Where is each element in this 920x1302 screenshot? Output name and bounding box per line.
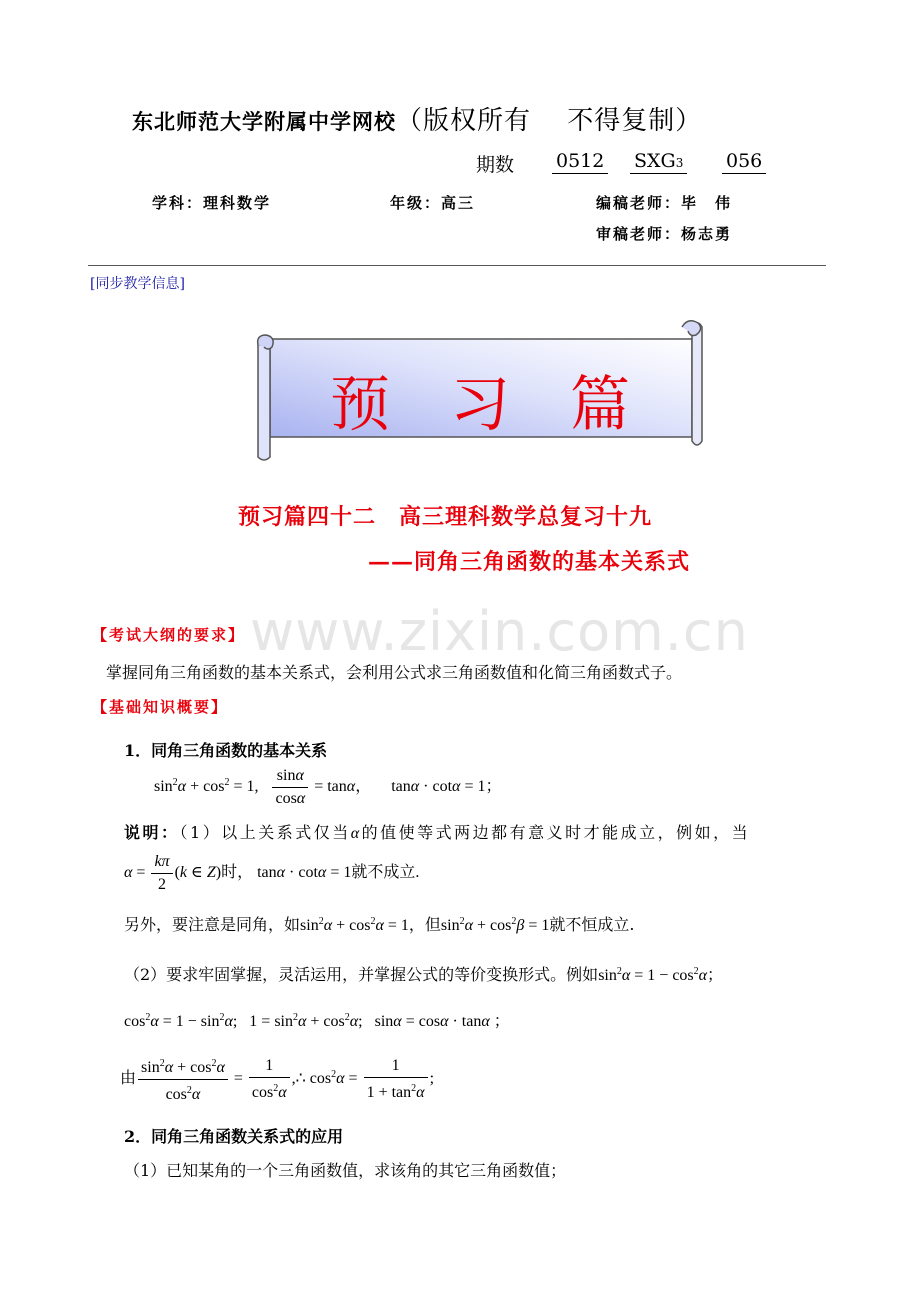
formula-derivation: 由 $\frac{\sin^2\alpha + \cos^2\alpha}{\cos^2\alpha}$ = $\frac{1}{\cos^2\alpha}$ ,∴ $\cos^2\alpha$ = $\frac{1}{1 + \tan^2\alpha}$ ; [120, 1054, 434, 1105]
header-divider [88, 265, 826, 266]
basic-knowledge-heading: 【基础知识概要】 [92, 698, 229, 716]
note-label: 说明： [124, 823, 180, 842]
watermark: www.zixin.com.cn [250, 600, 749, 663]
item1-title: 1．同角三角函数的基本关系 [124, 741, 328, 760]
issue-number-1: 0512 [552, 150, 608, 172]
preview-scroll-banner [252, 317, 708, 463]
exam-requirements-heading: 【考试大纲的要求】 [92, 626, 246, 644]
page-title-line2: ——同角三角函数的基本关系式 [368, 549, 691, 575]
school-name: 东北师范大学附属中学网校 [132, 109, 396, 134]
banner-text: 预 习 篇 [330, 370, 630, 440]
issue-number-2: SXG3 [630, 150, 687, 172]
formula-basic-identities: $\sin^2\alpha + \cos^2 = 1$, $\frac{\sin\alpha}{\cos\alpha}$ = tanα， tanα · cotα = 1； [154, 767, 502, 807]
item2-point1: （1）已知某角的一个三角函数值，求该角的其它三角函数值； [124, 1161, 567, 1180]
same-angle-note: 另外，要注意是同角，如$\sin^2\alpha + \cos^2\alpha = 1$，但$\sin^2\alpha + \cos^2\beta = 1$就不恒成立. [124, 915, 635, 934]
page-title-line1: 预习篇四十二 高三理科数学总复习十九 [238, 504, 653, 530]
item2-title: 2．同角三角函数关系式的应用 [124, 1127, 344, 1146]
copyright-note: （版权所有 不得复制） [396, 106, 703, 136]
subject-info: 学科：理科数学 [152, 194, 272, 212]
exam-requirements-text: 掌握同角三角函数的基本关系式，会利用公式求三角函数值和化简三角函数式子。 [106, 663, 683, 682]
issue-label: 期数 [476, 154, 515, 176]
issue-number-3: 056 [722, 150, 766, 172]
header-school-title [132, 100, 702, 137]
note-1-example: α = $\frac{k\pi}{2}$ (k ∈ Z)时， tanα · cotα = 1就不成立. [124, 853, 420, 893]
note-2-line: （2）要求牢固掌握，灵活运用，并掌握公式的等价变换形式。例如$\sin^2\alpha = 1 - \cos^2\alpha$； [124, 965, 724, 984]
grade-info: 年级：高三 [390, 194, 476, 212]
formula-transformations: $\cos^2\alpha = 1 - \sin^2\alpha$; $1 = \sin^2\alpha + \cos^2\alpha$; sinα = cosα · tanα ； [124, 1012, 510, 1030]
sync-info-link[interactable]: [同步教学信息] [90, 276, 185, 292]
editor-info: 编稿老师：毕 伟 [596, 194, 733, 212]
reviewer-info: 审稿老师：杨志勇 [596, 225, 733, 243]
note-1-line: 说明：（1）以上关系式仅当α的值使等式两边都有意义时才能成立，例如，当 [124, 823, 751, 842]
